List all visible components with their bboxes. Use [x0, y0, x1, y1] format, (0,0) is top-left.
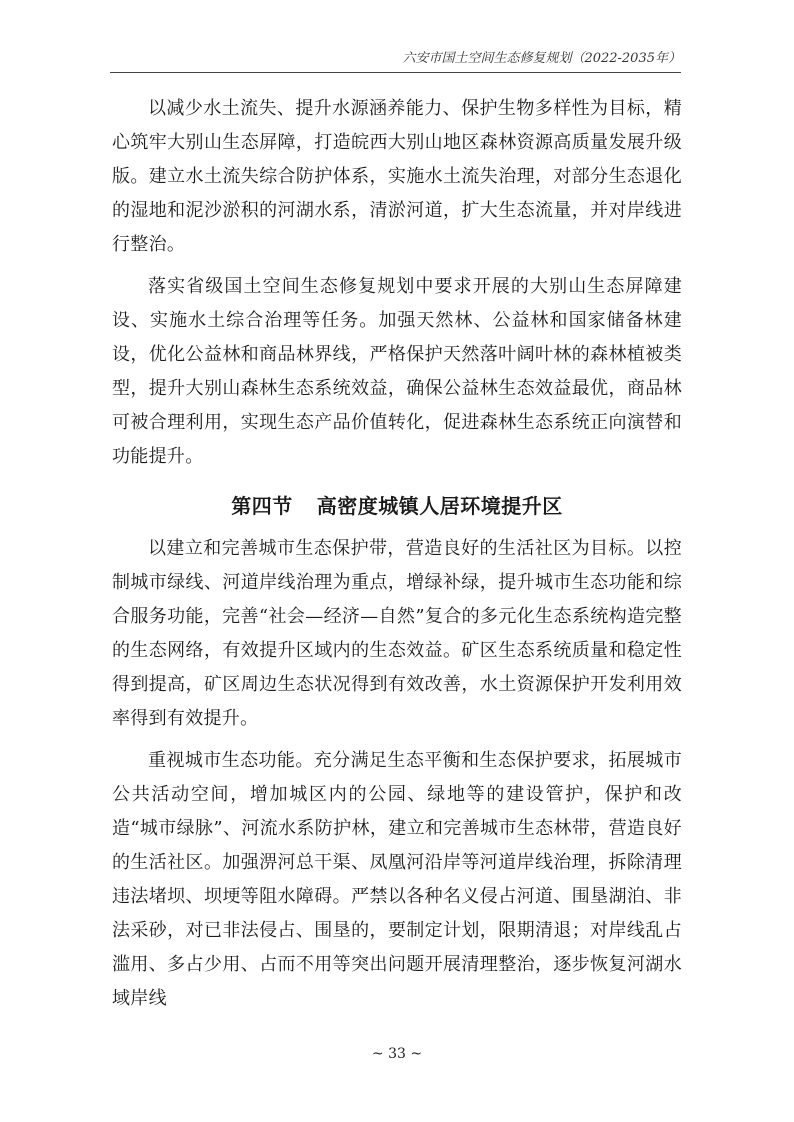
page-number: ~ 33 ~ — [371, 1046, 423, 1062]
section-heading — [112, 488, 682, 524]
section-number: 第四节 — [231, 494, 293, 518]
running-header: 六安市国土空间生态修复规划（2022-2035年） — [402, 51, 681, 66]
body-paragraph: 重视城市生态功能。充分满足生态平衡和生态保护要求，拓展城市公共活动空间，增加城区内的公园、绿地等的建设管护，保护和改造“城市绿脉”、河流水系防护林，建立和完善城市生态林带，营造良好的生活社区。加强淠河总干渠、凤凰河沿岸等河道岸线治理，拆除清理违法堵坝、坝埂等阻水障碍。严禁以各种名义侵占河道、围垦湖泊、非法采砂，对已非法侵占、围垦的，要制定计划，限期清退；对岸线乱占滥用、多占少用、占而不用等突出问题开展清理整治，逐步恢复河湖水域岸线 — [112, 750, 682, 1009]
section-title: 高密度城镇人居环境提升区 — [316, 494, 563, 518]
body-paragraph: 落实省级国土空间生态修复规划中要求开展的大别山生态屏障建设、实施水土综合治理等任务。加强天然林、公益林和国家储备林建设，优化公益林和商品林界线，严格保护天然落叶阔叶林的森林植被类型，提升大别山森林生态系统效益，确保公益林生态效益最优，商品林可被合理利用，实现生态产品价值转化，促进森林生态系统正向演替和功能提升。 — [112, 276, 682, 467]
document-body — [112, 92, 682, 1016]
header-divider — [110, 72, 681, 73]
body-paragraph: 以建立和完善城市生态保护带，营造良好的生活社区为目标。以控制城市绿线、河道岸线治理为重点，增绿补绿，提升城市生态功能和综合服务功能，完善“社会—经济—自然”复合的多元化生态系统构造完整的生态网络，有效提升区域内的生态效益。矿区生态系统质量和稳定性得到提高，矿区周边生态状况得到有效改善，水土资源保护开发利用效率得到有效提升。 — [112, 538, 682, 729]
body-paragraph: 以减少水土流失、提升水源涵养能力、保护生物多样性为目标，精心筑牢大别山生态屏障，打造皖西大别山地区森林资源高质量发展升级版。建立水土流失综合防护体系，实施水土流失治理，对部分生态退化的湿地和泥沙淤积的河湖水系，清淤河道，扩大生态流量，并对岸线进行整治。 — [112, 98, 682, 255]
